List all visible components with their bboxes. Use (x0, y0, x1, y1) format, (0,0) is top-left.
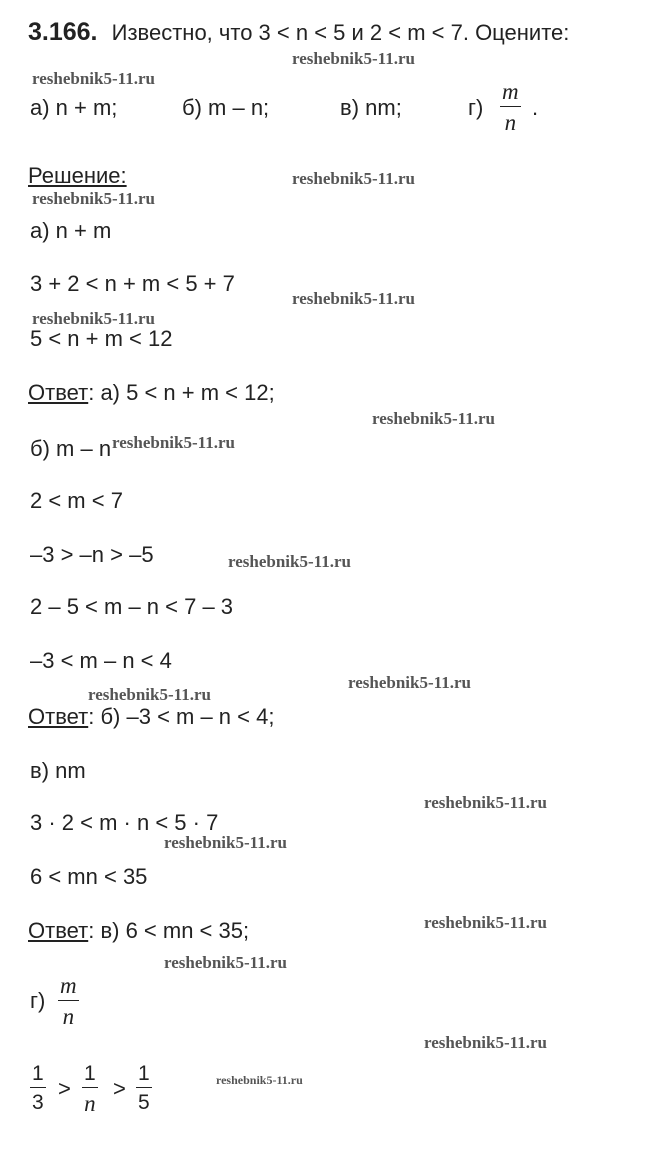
solution-a-line1: 3 + 2 < n + m < 5 + 7 (30, 271, 235, 296)
fraction-bar (82, 1087, 98, 1088)
answer-a (28, 382, 275, 404)
solution-a-line2: 5 < n + m < 12 (30, 326, 173, 351)
fraction-one-fifth (136, 1063, 152, 1113)
solution-heading: Решение: (28, 163, 127, 188)
solution-a-title: а) n + m (30, 218, 112, 243)
watermark: reshebnik5-11.ru (228, 552, 351, 571)
watermark: reshebnik5-11.ru (348, 673, 471, 692)
solution-g-fraction (58, 974, 79, 1028)
answer-b (28, 706, 274, 728)
answer-v (28, 920, 249, 942)
answer-label: Ответ (28, 704, 89, 729)
fraction-bar (500, 106, 521, 107)
watermark: reshebnik5-11.ru (216, 1073, 303, 1087)
solution-v-line1: 3 · 2 < m · n < 5 · 7 (30, 810, 219, 835)
watermark: reshebnik5-11.ru (32, 309, 155, 328)
fraction-denominator: n (84, 1091, 96, 1116)
watermark: reshebnik5-11.ru (164, 833, 287, 852)
fraction-denominator: n (504, 110, 517, 135)
solution-b-title: б) m – n (30, 436, 112, 461)
watermark: reshebnik5-11.ru (424, 1033, 547, 1052)
fraction-denominator: 3 (32, 1091, 44, 1114)
fraction-bar (30, 1087, 46, 1088)
fraction-denominator: n (62, 1004, 75, 1029)
solution-v-line2: 6 < mn < 35 (30, 864, 148, 889)
watermark: reshebnik5-11.ru (372, 409, 495, 428)
fraction-numerator: m (60, 973, 77, 998)
part-b: б) m – n; (182, 95, 270, 120)
part-g-fraction (500, 80, 521, 134)
watermark: reshebnik5-11.ru (112, 433, 235, 452)
answer-label: Ответ (28, 918, 89, 943)
solution-v-title: в) nm (30, 758, 86, 783)
problem-statement: Известно, что 3 < n < 5 и 2 < m < 7. Оцените: (111, 20, 570, 45)
part-a: а) n + m; (30, 95, 118, 120)
fraction-one-over-n (82, 1063, 98, 1115)
answer-a-text: : а) 5 < n + m < 12; (88, 380, 275, 405)
solution-b-line3: 2 – 5 < m – n < 7 – 3 (30, 594, 234, 619)
answer-v-text: : в) 6 < mn < 35; (88, 918, 250, 943)
fraction-denominator: 5 (138, 1091, 150, 1114)
fraction-numerator: 1 (138, 1062, 150, 1085)
part-g-label: г) (468, 95, 484, 120)
watermark: reshebnik5-11.ru (292, 289, 415, 308)
watermark: reshebnik5-11.ru (292, 169, 415, 188)
fraction-numerator: 1 (32, 1062, 44, 1085)
fraction-numerator: m (502, 79, 519, 104)
fraction-one-third (30, 1063, 46, 1113)
problem-number: 3.166. (28, 18, 98, 46)
solution-b-line2: –3 > –n > –5 (30, 542, 154, 567)
solution-b-line1: 2 < m < 7 (30, 488, 123, 513)
solution-g-label: г) (30, 988, 46, 1013)
solution-b-line4: –3 < m – n < 4 (30, 648, 172, 673)
fraction-bar (58, 1000, 79, 1001)
problem-header (28, 20, 569, 45)
watermark: reshebnik5-11.ru (32, 189, 155, 208)
watermark: reshebnik5-11.ru (292, 49, 415, 68)
watermark: reshebnik5-11.ru (424, 913, 547, 932)
part-v: в) nm; (340, 95, 402, 120)
answer-b-text: : б) –3 < m – n < 4; (88, 704, 275, 729)
watermark: reshebnik5-11.ru (164, 953, 287, 972)
greater-sign-1: > (58, 1076, 71, 1101)
fraction-bar (136, 1087, 152, 1088)
fraction-numerator: 1 (84, 1062, 96, 1085)
watermark: reshebnik5-11.ru (32, 69, 155, 88)
answer-label: Ответ (28, 380, 89, 405)
part-g-dot: . (532, 95, 539, 120)
watermark: reshebnik5-11.ru (88, 685, 211, 704)
watermark: reshebnik5-11.ru (424, 793, 547, 812)
greater-sign-2: > (113, 1076, 126, 1101)
